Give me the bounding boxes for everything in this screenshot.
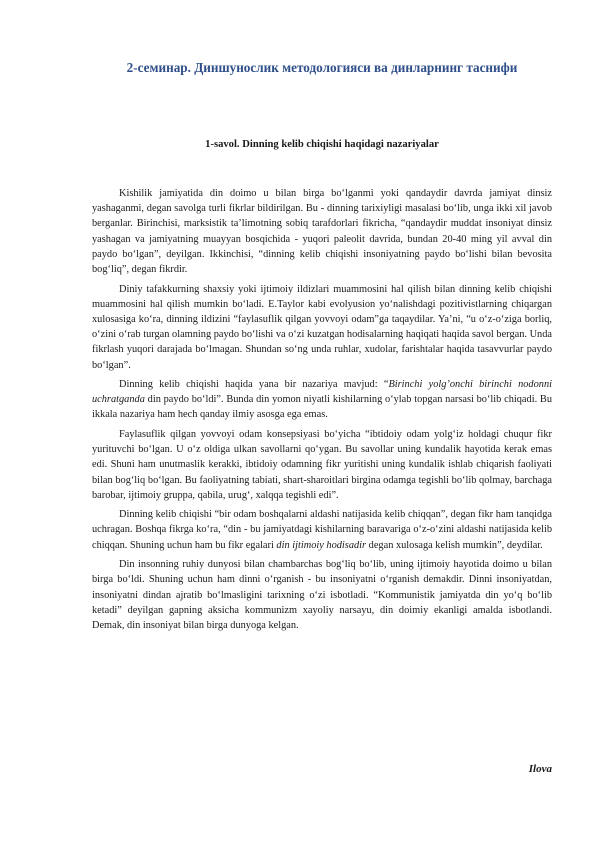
appendix-label: Ilova (528, 763, 552, 775)
seminar-heading: 2-семинар. Диншунослик методологияси ва динларнинг таснифи (126, 60, 518, 75)
body-text (92, 186, 552, 637)
paragraph-5 (92, 507, 552, 553)
paragraph-3-italic-quote: Birinchi yolg’onchi birinchi nodonni uchratganda (92, 379, 552, 406)
paragraph-3-text-before: Dinning kelib chiqishi haqida yana bir nazariya mavjud: “ (119, 379, 389, 391)
paragraph-4: Faylasuflik qilgan yovvoyi odam konsepsiyasi bo‘yicha “ibtidoiy odam yolg‘iz holdagi chuqur fikr yurituvchi bo‘lgan. U o‘z oldiga ulkan savollarni qo‘ygan. Bu savollar uning kundalik hayotida kerak emas edi. Shuni ham unutmaslik kerakki, ibtidoiy odamning fikr yuritishi uning kundalik ishlab chiqarish faoliyati bilan bog‘liq bo‘lgan. Bu faoliyatning tabiati, shart-sharoitlari birgina odamga tegishli bo‘lib qolmay, barchaga barobar, ijtimoiy gruppa, qabila, urug‘, xalqqa tegishli edi”. (92, 428, 552, 501)
paragraph-5-text-before: Dinning kelib chiqishi “bir odam boshqalarni aldashi natijasida kelib chiqqan”, degan fikr ham tanqidga uchragan. Boshqa fikrga ko‘ra, “din - bu jamiyatdagi kishilarning baravariga o‘z-o‘zini aldashi natijasida kelib chiqqan. Shuning uchun ham bu fikr egalari (92, 509, 552, 551)
section-title: 1-savol. Dinning kelib chiqishi haqidagi nazariyalar (205, 139, 439, 150)
paragraph-5-italic-phrase: din ijtimoiy hodisadir (276, 539, 367, 551)
paragraph-2: Diniy tafakkurning shaxsiy yoki ijtimoiy ildizlari muammosini hal qilish bilan dinning kelib chiqishi muammosini hal qilish mumkin bo‘ladi. E.Taylor kabi evolyusion yo‘nalishdagi pozitivistlarning chiqargan xulosasiga ko‘ra, dinning ildizini “faylasuflik qilgan yovvoyi odam”ga taqaydilar. Ya’ni, “u o‘z-o‘ziga borliq, o‘zini o‘rab turgan olamning paydo bo‘lishi va o‘zi kuzatgan hodisalarning haqiqati haqida savol bergan. Unda fikrlash yuqori darajada bo‘lmagan. Shundan so‘ng unda ruhlar, xudolar, farishtalar haqida tasavvurlar paydo bo‘lgan”. (92, 283, 552, 371)
paragraph-5-text-after: degan xulosaga kelish mumkin”, deydilar. (366, 539, 543, 551)
paragraph-6: Din insonning ruhiy dunyosi bilan chambarchas bog‘liq bo‘lib, uning ijtimoiy hayotida doimo u bilan birga bo‘ldi. Shuning uchun ham dinni o‘rganish - bu insoniyatni o‘rganish demakdir. Dinni insoniyatdan, insoniyatni dindan ajratib bo‘lmasligini tarixning o‘zi isbotladi. “Kommunistik jamiyatda din yo‘q bo‘lib ketadi” deyilgan gapning aksicha kommunizm xayoliy narsayu, din doimiy ekanligi amalda isbotlandi. Demak, din insoniyat bilan birga dunyoga kelgan. (92, 559, 552, 631)
paragraph-1: Kishilik jamiyatida din doimo u bilan birga bo‘lganmi yoki qandaydir davrda jamiyat dinsiz yashaganmi, degan savolga turli fikrlar bildirilgan. Bu - dinning tarixiyligi masalasi bo‘lib, unga ikki xil javob berganlar. Birinchisi, marksistik ta’limotning sobiq tarafdorlari fikricha, “qandaydir muddat insoniyat dinsiz yashagan va jamiyatning muayyan bosqichida - yuqori paleolit davrida, bundan 20-40 ming yil avval din paydo bo‘lgan”, deyilgan. Ikkinchisi, “dinning kelib chiqishi insoniyatning paydo bo‘lishi bilan bevosita bog‘liq”, degan fikrdir. (92, 188, 552, 276)
paragraph-3 (92, 377, 552, 423)
paragraph-3-text-after: din paydo bo‘ldi”. Bunda din yomon niyatli kishilarning o‘ylab topgan narsasi bo‘lib chiqadi. Bu ikkala nazariya ham hech qanday ilmiy asosga ega emas. (92, 394, 552, 421)
